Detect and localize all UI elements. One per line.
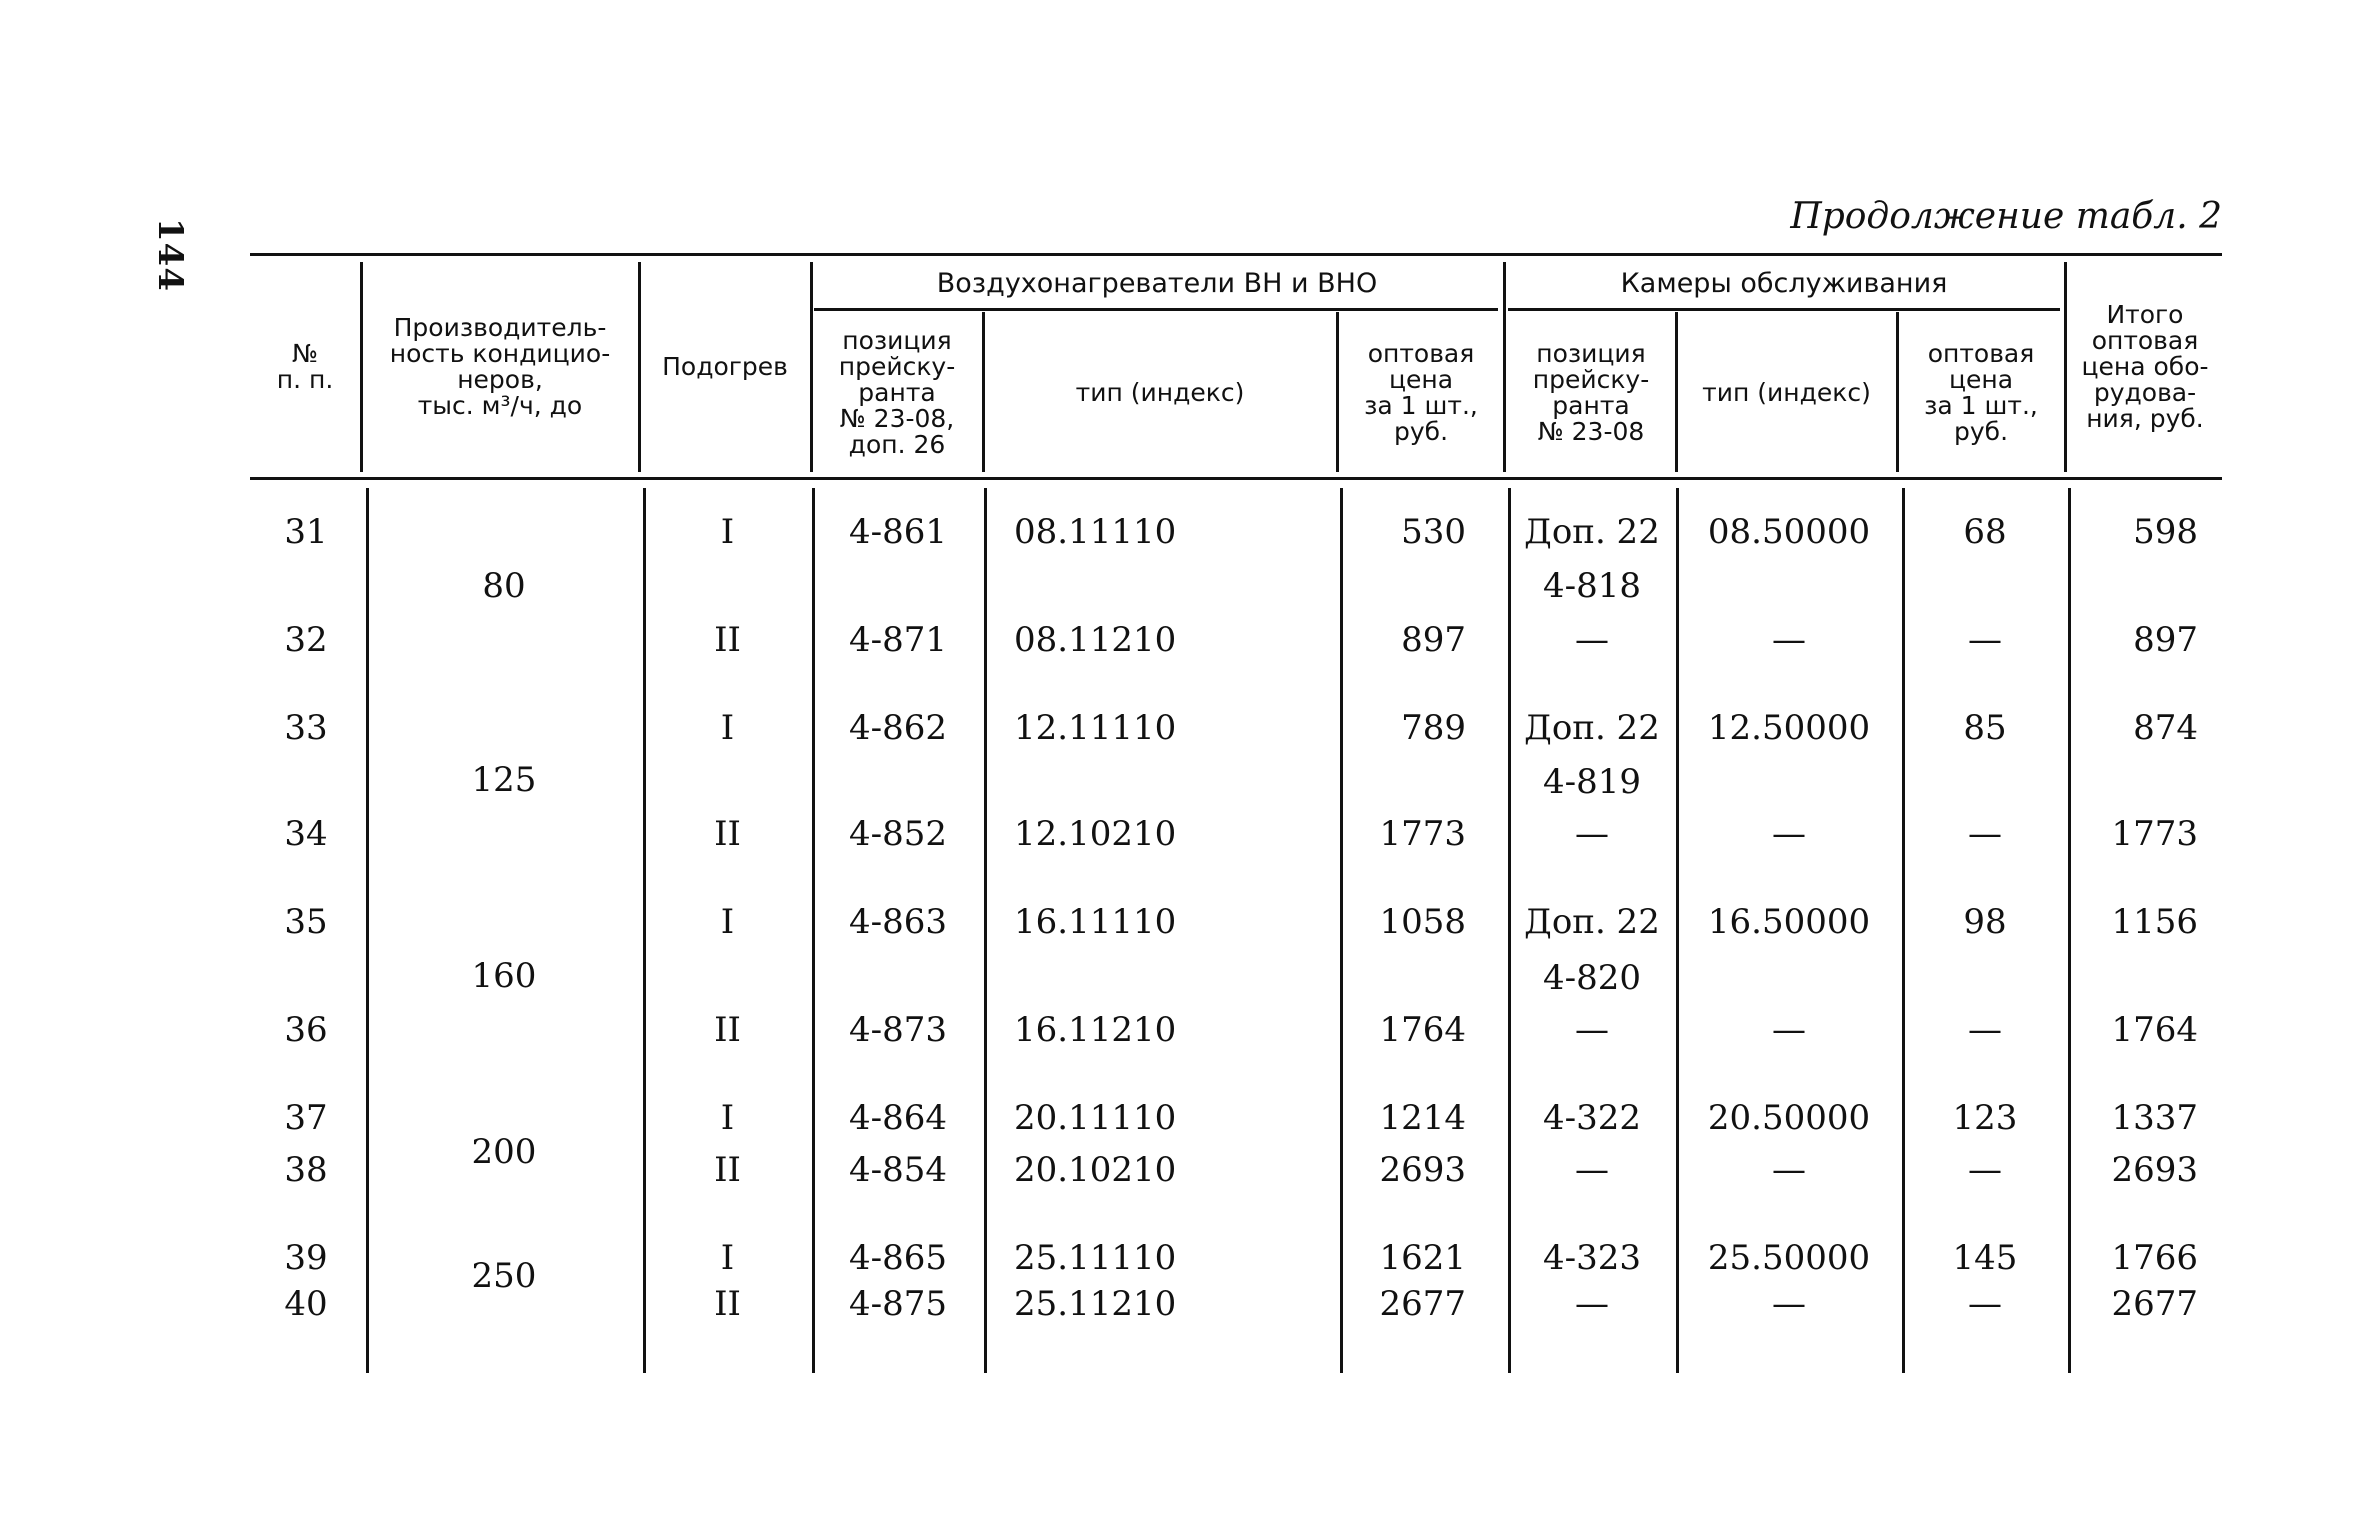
header-heaters-position: позиция прейску- ранта № 23-08, доп. 26 [838, 326, 956, 459]
heating-stage: II [714, 1284, 741, 1324]
header-capacity: Производитель- ность кондицио- неров, тыс. м³/ч, до [389, 313, 611, 420]
header-divider [638, 262, 641, 472]
body-divider [984, 488, 987, 1373]
header-divider [2064, 262, 2067, 472]
chamber-price: 68 [1963, 512, 2007, 552]
header-divider [1896, 312, 1899, 472]
chamber-type: 08.50000 [1707, 512, 1871, 552]
heater-type: 16.11110 [1014, 902, 1177, 942]
heating-stage: II [714, 814, 741, 854]
total-price: 1337 [2111, 1098, 2198, 1138]
chamber-position: — [1575, 1284, 1609, 1324]
chamber-price: 85 [1963, 708, 2007, 748]
header-divider [810, 262, 813, 472]
row-number: 31 [284, 512, 328, 552]
heating-stage: I [720, 708, 735, 748]
heater-position: 4-875 [848, 1284, 947, 1324]
heater-type: 16.11210 [1014, 1010, 1177, 1050]
chamber-position: — [1575, 1010, 1609, 1050]
total-price: 874 [2133, 708, 2198, 748]
chamber-price: 98 [1963, 902, 2007, 942]
header-bottom-rule [250, 477, 2222, 480]
heater-position: 4-863 [848, 902, 947, 942]
chamber-price: — [1968, 1284, 2002, 1324]
chamber-type: 16.50000 [1707, 902, 1871, 942]
header-divider [1336, 312, 1339, 472]
header-heating: Подогрев [662, 352, 788, 381]
chamber-price: 123 [1952, 1098, 2018, 1138]
header-heaters-price: оптовая цена за 1 шт., руб. [1364, 339, 1478, 446]
heater-price: 897 [1401, 620, 1466, 660]
heater-position: 4-871 [848, 620, 947, 660]
heater-type: 12.11110 [1014, 708, 1177, 748]
total-price: 1766 [2111, 1238, 2198, 1278]
heating-stage: I [720, 512, 735, 552]
chamber-position-secondary: 4-818 [1542, 566, 1641, 606]
chamber-price: — [1968, 814, 2002, 854]
chamber-position: 4-322 [1542, 1098, 1641, 1138]
row-number: 36 [284, 1010, 328, 1050]
row-number: 40 [284, 1284, 328, 1324]
heater-type: 25.11110 [1014, 1238, 1177, 1278]
header-chambers-price: оптовая цена за 1 шт., руб. [1924, 339, 2038, 446]
heater-position: 4-852 [848, 814, 947, 854]
capacity-value: 125 [471, 760, 537, 800]
table-continuation-caption: Продолжение табл. 2 [1790, 196, 2222, 237]
chamber-type: 20.50000 [1707, 1098, 1871, 1138]
heater-position: 4-864 [848, 1098, 947, 1138]
chamber-position: Доп. 22 [1524, 708, 1660, 748]
total-price: 598 [2133, 512, 2198, 552]
heater-position: 4-862 [848, 708, 947, 748]
heater-position: 4-873 [848, 1010, 947, 1050]
header-divider [1675, 312, 1678, 472]
capacity-value: 80 [482, 566, 526, 606]
header-divider [1503, 262, 1506, 472]
heating-stage: I [720, 902, 735, 942]
chamber-price: — [1968, 1150, 2002, 1190]
row-number: 38 [284, 1150, 328, 1190]
heater-type: 20.11110 [1014, 1098, 1177, 1138]
header-chambers-type: тип (индекс) [1702, 378, 1871, 407]
row-number: 33 [284, 708, 328, 748]
heater-type: 08.11210 [1014, 620, 1177, 660]
heater-price: 789 [1401, 708, 1466, 748]
total-price: 1156 [2111, 902, 2198, 942]
row-number: 35 [284, 902, 328, 942]
capacity-value: 200 [471, 1132, 537, 1172]
chamber-price: — [1968, 1010, 2002, 1050]
heater-type: 25.11210 [1014, 1284, 1177, 1324]
chamber-position: Доп. 22 [1524, 902, 1660, 942]
total-price: 1764 [2111, 1010, 2198, 1050]
row-number: 34 [284, 814, 328, 854]
heaters-group-rule [814, 308, 1498, 311]
capacity-value: 160 [471, 956, 537, 996]
total-price: 2677 [2111, 1284, 2198, 1324]
chamber-position: 4-323 [1542, 1238, 1641, 1278]
chamber-type: — [1772, 814, 1806, 854]
chamber-position: — [1575, 620, 1609, 660]
heater-price: 1764 [1379, 1010, 1466, 1050]
chamber-position: Доп. 22 [1524, 512, 1660, 552]
row-number: 32 [284, 620, 328, 660]
heater-type: 12.10210 [1014, 814, 1177, 854]
chamber-position: — [1575, 1150, 1609, 1190]
heater-price: 1214 [1379, 1098, 1466, 1138]
heating-stage: II [714, 620, 741, 660]
chamber-type: 12.50000 [1707, 708, 1871, 748]
heater-position: 4-861 [848, 512, 947, 552]
chamber-type: — [1772, 1010, 1806, 1050]
chamber-type: 25.50000 [1707, 1238, 1871, 1278]
heater-price: 530 [1401, 512, 1466, 552]
chamber-type: — [1772, 1284, 1806, 1324]
body-divider [366, 488, 369, 1373]
table-top-rule [250, 253, 2222, 256]
total-price: 1773 [2111, 814, 2198, 854]
chamber-position-secondary: 4-820 [1542, 958, 1641, 998]
chamber-type: — [1772, 620, 1806, 660]
page-number: 144 [150, 218, 190, 292]
heating-stage: I [720, 1238, 735, 1278]
heating-stage: I [720, 1098, 735, 1138]
chamber-price: — [1968, 620, 2002, 660]
heating-stage: II [714, 1150, 741, 1190]
heater-type: 08.11110 [1014, 512, 1177, 552]
total-price: 897 [2133, 620, 2198, 660]
header-chambers-group: Камеры обслуживания [1620, 268, 1948, 299]
row-number: 37 [284, 1098, 328, 1138]
row-number: 39 [284, 1238, 328, 1278]
chamber-type: — [1772, 1150, 1806, 1190]
heater-position: 4-854 [848, 1150, 947, 1190]
chamber-position-secondary: 4-819 [1542, 762, 1641, 802]
heater-position: 4-865 [848, 1238, 947, 1278]
total-price: 2693 [2111, 1150, 2198, 1190]
heating-stage: II [714, 1010, 741, 1050]
capacity-value: 250 [471, 1256, 537, 1296]
heater-price: 1773 [1379, 814, 1466, 854]
header-total-price: Итого оптовая цена обо- рудова- ния, руб. [2081, 300, 2209, 433]
heater-price: 2677 [1379, 1284, 1466, 1324]
chamber-price: 145 [1952, 1238, 2018, 1278]
heater-type: 20.10210 [1014, 1150, 1177, 1190]
heater-price: 1058 [1379, 902, 1466, 942]
header-row-number: № п. п. [276, 339, 334, 394]
heater-price: 2693 [1379, 1150, 1466, 1190]
header-chambers-position: позиция прейску- ранта № 23-08 [1532, 339, 1650, 446]
chamber-position: — [1575, 814, 1609, 854]
header-divider [360, 262, 363, 472]
header-heaters-group: Воздухонагреватели ВН и ВНО [936, 268, 1378, 299]
heater-price: 1621 [1379, 1238, 1466, 1278]
chambers-group-rule [1508, 308, 2060, 311]
header-divider [982, 312, 985, 472]
header-heaters-type: тип (индекс) [1075, 378, 1245, 407]
